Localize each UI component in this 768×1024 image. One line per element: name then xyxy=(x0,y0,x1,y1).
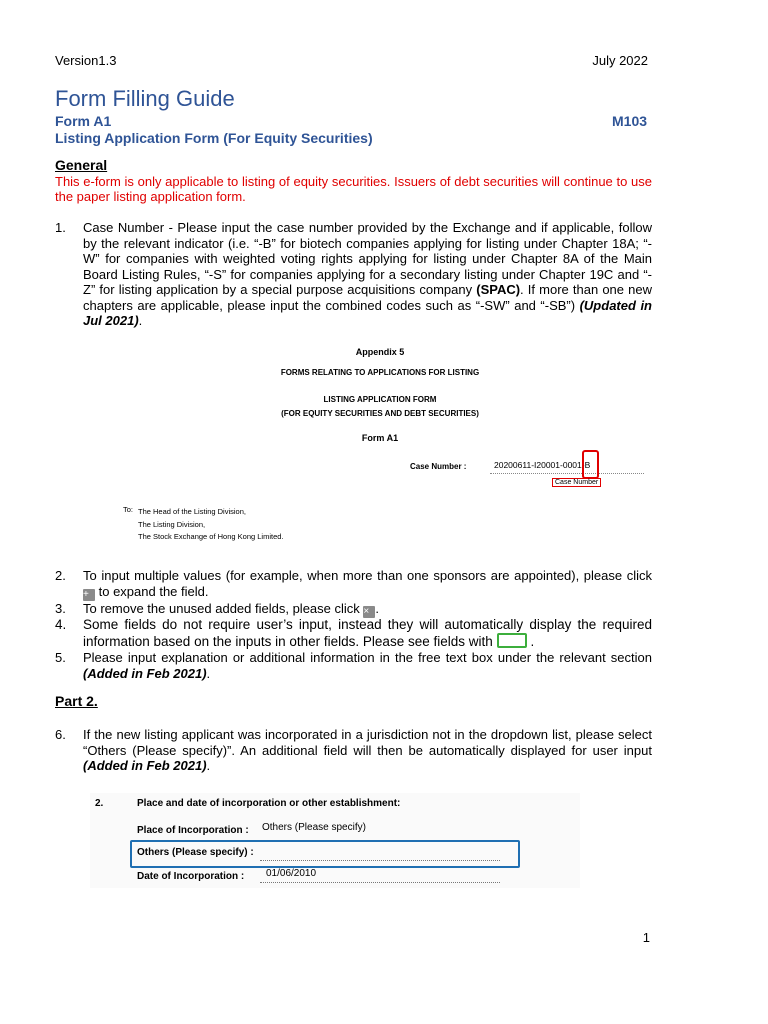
list-item xyxy=(55,617,652,649)
item-number: 3. xyxy=(55,601,66,616)
list-item xyxy=(55,650,652,681)
case-number-label: Case Number : xyxy=(410,462,467,471)
to-label: To: xyxy=(123,505,134,514)
place-of-incorporation-select[interactable]: Others (Please specify) xyxy=(262,822,366,833)
list-item xyxy=(55,601,652,618)
date-label: July 2022 xyxy=(592,53,648,68)
item-text: Case Number - Please input the case number provided by the Exchange and if applicable, follow by the relevant indicator (i.e. “-B” for biotech companies applying for listing under Chapter 18A; “-W” for companies with weighted voting rights applying for listing under Chapter 8A of the Main Board Listing Rules, “-S” for companies applying for a secondary listing under Chapter 19C and “-Z” for listing application by a special purpose acquisitions company (SPAC). If more than one new chapters are applicable, please input the combined codes such as “-SW” and “-SB”) (Updated in Jul 2021). xyxy=(83,220,652,328)
appendix-form-code: Form A1 xyxy=(361,433,399,443)
others-specify-input[interactable] xyxy=(260,860,500,861)
case-suffix-highlight xyxy=(582,450,599,479)
item-text: To input multiple values (for example, when more than one sponsors are appointed), please click + to expand the field. xyxy=(83,568,652,600)
item-text: Some fields do not require user’s input, instead they will automatically display the required information based on the inputs in other fields. Please see fields with . xyxy=(83,617,652,649)
others-specify-label: Others (Please specify) : xyxy=(137,847,254,858)
auto-field-box-icon xyxy=(497,633,527,648)
to-line: The Head of the Listing Division, xyxy=(138,507,246,516)
item-number: 1. xyxy=(55,220,66,235)
item-number: 4. xyxy=(55,617,67,632)
date-underline xyxy=(260,882,500,883)
form-ref: M103 xyxy=(612,113,648,129)
figure-section-heading: Place and date of incorporation or other establishment: xyxy=(137,798,401,809)
plus-icon[interactable]: + xyxy=(83,589,95,601)
page-title: Form Filling Guide xyxy=(55,86,235,111)
list-item xyxy=(55,727,652,774)
section-part2-heading: Part 2. xyxy=(55,693,98,709)
list-item xyxy=(55,568,652,601)
appendix-forms-heading: FORMS RELATING TO APPLICATIONS FOR LISTING xyxy=(280,368,480,377)
close-icon[interactable]: × xyxy=(363,606,375,618)
case-number-tooltip: Case Number xyxy=(552,478,601,487)
item-text: To remove the unused added fields, please click × . xyxy=(83,601,380,617)
item-text: If the new listing applicant was incorporated in a jurisdiction not in the dropdown list, please select “Others (Please specify)”. An additional field will then be automatically displayed for user input (Added in Feb 2021). xyxy=(83,727,652,773)
list-item xyxy=(55,220,652,329)
form-code: Form A1 xyxy=(55,113,112,129)
to-line: The Stock Exchange of Hong Kong Limited. xyxy=(138,532,284,541)
section-general-heading: General xyxy=(55,157,108,173)
place-of-incorporation-label: Place of Incorporation : xyxy=(137,825,249,836)
date-of-incorporation-label: Date of Incorporation : xyxy=(137,871,245,882)
appendix-form-title: LISTING APPLICATION FORM xyxy=(323,395,437,404)
to-line: The Listing Division, xyxy=(138,520,206,529)
form-description: Listing Application Form (For Equity Securities) xyxy=(55,130,373,146)
general-notice: This e-form is only applicable to listing of equity securities. Issuers of debt securities will continue to use the paper listing application form. xyxy=(55,174,652,204)
appendix-title: Appendix 5 xyxy=(355,347,405,357)
item-number: 5. xyxy=(55,650,66,665)
figure-section-number: 2. xyxy=(95,798,104,809)
item-number: 2. xyxy=(55,568,66,583)
item-number: 6. xyxy=(55,727,66,742)
item-text: Please input explanation or additional information in the free text box under the relevant section (Added in Feb 2021). xyxy=(83,650,652,681)
version-label: Version1.3 xyxy=(55,53,117,68)
case-number-field[interactable]: 20200611-I20001-0001-B xyxy=(490,457,644,474)
appendix-form-subtitle: (FOR EQUITY SECURITIES AND DEBT SECURITIES) xyxy=(281,409,479,418)
date-of-incorporation-input[interactable]: 01/06/2010 xyxy=(266,868,317,879)
page-number: 1 xyxy=(642,930,650,945)
